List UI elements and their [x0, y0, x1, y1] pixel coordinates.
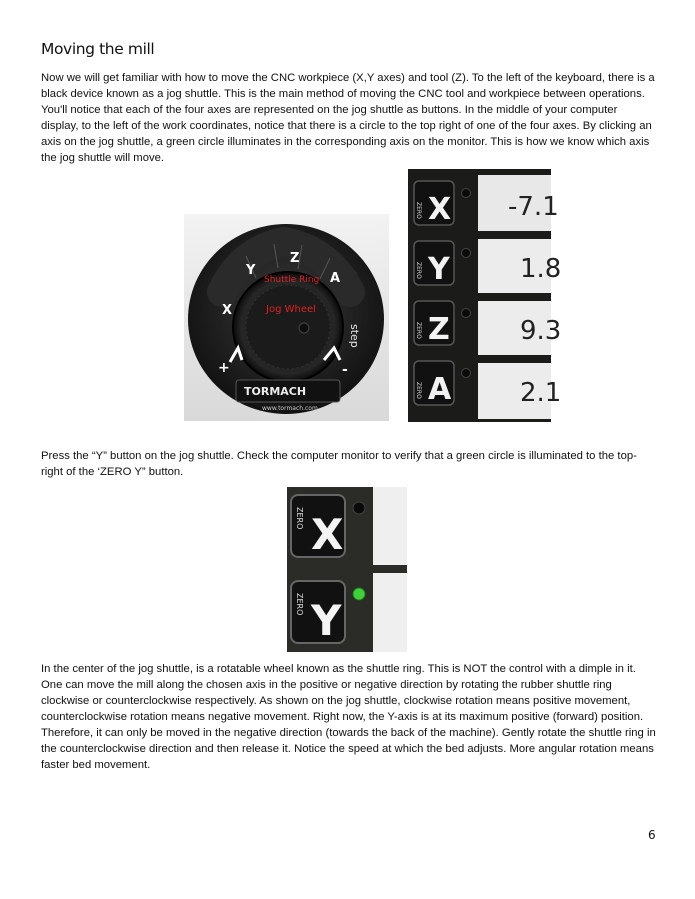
section-heading: Moving the mill [41, 40, 155, 58]
svg-text:ZERO: ZERO [415, 262, 422, 279]
jog-wheel-annotation: Jog Wheel [266, 304, 316, 315]
axis-value: -7.1 [508, 192, 559, 222]
svg-text:2.1: 2.1 [520, 378, 562, 408]
plus-label: + [218, 360, 230, 376]
svg-text:9.3: 9.3 [520, 316, 562, 346]
axis-indicator-off [353, 502, 365, 514]
axis-letter: X [428, 192, 452, 227]
step-label: step [348, 324, 361, 348]
svg-text:A: A [428, 372, 452, 407]
button-a-label: A [330, 271, 341, 286]
dro-row-y [414, 239, 561, 293]
svg-text:ZERO: ZERO [295, 593, 304, 616]
axis-indicator-on [353, 588, 365, 600]
axis-indicator [462, 189, 471, 198]
monitor-dro-photo [408, 169, 562, 422]
svg-text:1.8: 1.8 [520, 254, 562, 284]
jog-wheel [246, 285, 330, 369]
dro-row-x [414, 175, 559, 231]
monitor-zoom-photo [287, 487, 407, 652]
svg-text:Y: Y [311, 596, 342, 645]
dro-row-z [414, 301, 561, 355]
svg-text:Z: Z [428, 312, 450, 347]
page-number: 6 [648, 828, 656, 842]
button-x-label: X [222, 303, 233, 318]
minus-label: - [342, 362, 348, 378]
jog-shuttle-photo [184, 214, 389, 421]
svg-text:Y: Y [428, 252, 450, 287]
intro-paragraph: Now we will get familiar with how to move the CNC workpiece (X,Y axes) and tool (Z). To the left of the keyboard, there is a black device known as a jog shuttle. This is the main method of moving the CNC tool and workpiece between operations. You'll notice that each of the four axes are represented on the jog shuttle as buttons. In the middle of your computer display, to the left of the work coordinates, notice that there is a circle to the top right of one of the four axes. By clicking an axis on the jog shuttle, a green circle illuminates in the corresponding axis on the monitor. This is how we know which axis the jog shuttle will move. [41, 72, 655, 164]
brand-logo: TORMACH [244, 385, 307, 398]
button-z-label: Z [290, 251, 300, 266]
button-y-label: Y [246, 263, 256, 278]
svg-text:ZERO: ZERO [415, 382, 422, 399]
wheel-dimple [299, 323, 309, 333]
shuttle-ring-paragraph: In the center of the jog shuttle, is a rotatable wheel known as the shuttle ring. This is NOT the control with a dimple in it. One can move the mill along the chosen axis in the positive or negative direction by rotating the rubber shuttle ring clockwise or counterclockwise respectively. As shown on the jog shuttle, clockwise rotation means positive movement, counterclockwise rotation means negative movement. Right now, the Y-axis is at its maximum positive (forward) position. Therefore, it can only be moved in the negative direction (towards the back of the machine). Gently rotate the shuttle ring in the counterclockwise direction and then release it. Notice the speed at which the bed adjusts. More angular rotation means faster bed movement. [41, 663, 656, 771]
axis-letter: X [311, 510, 344, 559]
zero-label: ZERO [295, 507, 304, 530]
zero-label: ZERO [415, 202, 422, 219]
shuttle-ring-annotation: Shuttle Ring [264, 275, 320, 285]
svg-text:ZERO: ZERO [415, 322, 422, 339]
press-y-paragraph: Press the “Y” button on the jog shuttle. Check the computer monitor to verify that a green circle is illuminated to the top-right of the ‘ZERO Y” button. [41, 450, 637, 478]
brand-url: www.tormach.com [262, 405, 318, 412]
